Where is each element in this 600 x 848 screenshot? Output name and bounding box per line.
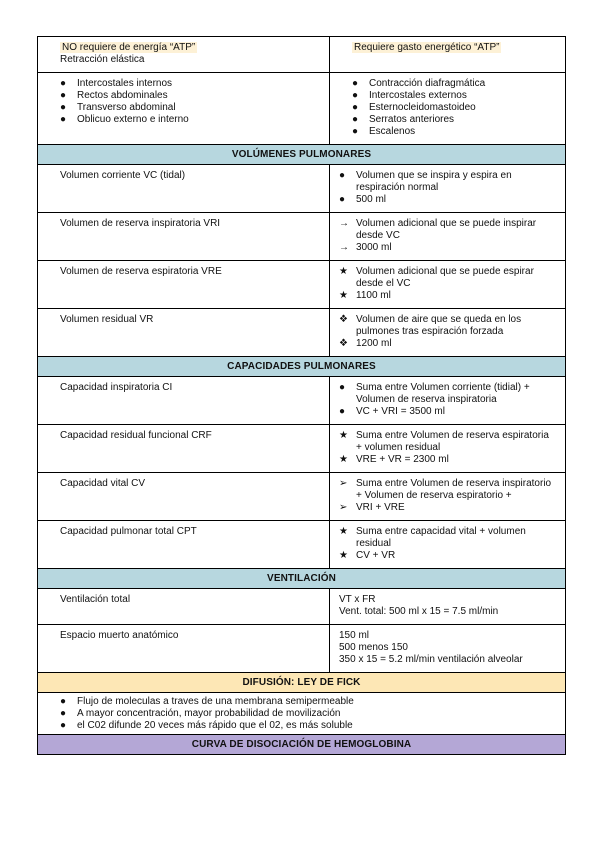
bullet-icon: ●	[60, 114, 67, 125]
diffusion-header: DIFUSIÓN: LEY DE FICK	[38, 673, 566, 693]
capacity-row-list	[339, 382, 557, 418]
list-item	[339, 170, 557, 194]
list-item	[60, 708, 557, 720]
ventilation-line: 500 menos 150	[339, 642, 408, 653]
capacity-row-details	[330, 377, 566, 425]
muscles-row	[38, 73, 566, 145]
list-item-text: Volumen adicional que se puede inspirar desde VC	[356, 218, 537, 241]
volume-row-details	[330, 165, 566, 213]
ventilation-line: 350 x 15 = 5.2 ml/min ventilación alveolar	[339, 654, 523, 665]
inspiration-muscles-cell	[330, 73, 566, 145]
volume-row-list	[339, 170, 557, 206]
list-item-text: Contracción diafragmática	[369, 78, 486, 89]
list-item	[339, 266, 557, 290]
list-item-text: Intercostales internos	[77, 78, 173, 89]
list-item-text: 500 ml	[356, 194, 387, 205]
list-item-text: Volumen que se inspira y espira en respiración normal	[356, 170, 512, 193]
list-item-text: Volumen de aire que se queda en los pulmones tras espiración forzada	[356, 314, 522, 337]
list-item	[339, 406, 557, 418]
bullet-icon: ★	[339, 526, 348, 537]
ventilation-row	[38, 589, 566, 625]
volume-row-label: Volumen residual VR	[38, 309, 330, 357]
hemoglobin-header: CURVA DE DISOCIACIÓN DE HEMOGLOBINA	[38, 735, 566, 755]
bullet-icon: ★	[339, 454, 348, 465]
atp-required-highlight: Requiere gasto energético “ATP”	[354, 42, 500, 53]
capacity-row-details	[330, 425, 566, 473]
bullet-icon: →	[339, 218, 349, 229]
list-item-text: Serratos anteriores	[369, 114, 455, 125]
volume-row-label: Volumen corriente VC (tidal)	[38, 165, 330, 213]
list-item-text: A mayor concentración, mayor probabilidad de movilización	[77, 708, 341, 719]
volume-row-details	[330, 261, 566, 309]
capacity-row-list	[339, 430, 557, 466]
bullet-icon: ●	[60, 90, 67, 101]
list-item	[339, 338, 557, 350]
volume-row	[38, 261, 566, 309]
list-item	[352, 78, 557, 90]
ventilation-header: VENTILACIÓN	[38, 569, 566, 589]
diffusion-list	[60, 696, 557, 732]
bullet-icon: ●	[352, 102, 359, 113]
bullet-icon: ●	[339, 194, 346, 205]
bullet-icon: ❖	[339, 338, 348, 349]
bullet-icon: ●	[339, 406, 346, 417]
list-item	[339, 502, 557, 514]
list-item-text: Suma entre Volumen de reserva espiratoria + volumen residual	[356, 430, 549, 453]
volume-row-details	[330, 213, 566, 261]
list-item-text: Oblicuo externo e interno	[77, 114, 189, 125]
bullet-icon: ●	[60, 78, 67, 89]
list-item	[339, 290, 557, 302]
list-item-text: Esternocleidomastoideo	[369, 102, 476, 113]
list-item-text: VRE + VR = 2300 ml	[356, 454, 449, 465]
capacity-row-label: Capacidad residual funcional CRF	[38, 425, 330, 473]
list-item	[60, 78, 321, 90]
list-item	[352, 90, 557, 102]
list-item	[60, 696, 557, 708]
capacity-row-label: Capacidad vital CV	[38, 473, 330, 521]
inspiration-muscles-list	[352, 78, 557, 138]
bullet-icon: ★	[339, 266, 348, 277]
volume-row	[38, 309, 566, 357]
bullet-icon: ●	[60, 720, 67, 731]
list-item	[339, 194, 557, 206]
ventilation-header-row	[38, 569, 566, 589]
expiration-muscles-list	[60, 78, 321, 126]
no-atp-highlight: NO requiere de energía “ATP”	[62, 42, 196, 53]
list-item-text: VC + VRI = 3500 ml	[356, 406, 445, 417]
ventilation-details	[330, 625, 566, 673]
bullet-icon: ❖	[339, 314, 348, 325]
list-item-text: 1100 ml	[356, 290, 391, 301]
volume-row	[38, 213, 566, 261]
bullet-icon: ●	[352, 114, 359, 125]
ventilation-label: Espacio muerto anatómico	[38, 625, 330, 673]
capacity-row-details	[330, 521, 566, 569]
volumes-header-row	[38, 145, 566, 165]
list-item	[339, 454, 557, 466]
list-item-text: el C02 difunde 20 veces más rápido que el 02, es más soluble	[77, 720, 353, 731]
ventilation-line: VT x FR	[339, 594, 376, 605]
diffusion-cell	[38, 693, 566, 735]
volume-row-details	[330, 309, 566, 357]
list-item-text: 1200 ml	[356, 338, 392, 349]
bullet-icon: ➢	[339, 502, 348, 513]
list-item	[339, 218, 557, 242]
volumes-header: VOLÚMENES PULMONARES	[38, 145, 566, 165]
expiration-muscles-cell	[38, 73, 330, 145]
bullet-icon: ●	[60, 102, 67, 113]
list-item	[352, 102, 557, 114]
capacity-row	[38, 425, 566, 473]
list-item	[60, 114, 321, 126]
ventilation-label: Ventilación total	[38, 589, 330, 625]
volume-row-list	[339, 314, 557, 350]
ventilation-line: Vent. total: 500 ml x 15 = 7.5 ml/min	[339, 606, 499, 617]
list-item-text: Intercostales externos	[369, 90, 467, 101]
list-item	[60, 102, 321, 114]
capacity-row-label: Capacidad inspiratoria CI	[38, 377, 330, 425]
list-item-text: CV + VR	[356, 550, 396, 561]
list-item-text: Escalenos	[369, 126, 416, 137]
list-item-text: Volumen adicional que se puede espirar desde el VC	[356, 266, 534, 289]
bullet-icon: ●	[352, 78, 359, 89]
atp-left-cell	[38, 37, 330, 73]
list-item	[339, 382, 557, 406]
bullet-icon: ●	[352, 90, 359, 101]
capacity-row-details	[330, 473, 566, 521]
ventilation-row	[38, 625, 566, 673]
volume-row-list	[339, 218, 557, 254]
bullet-icon: ●	[339, 382, 346, 393]
diffusion-header-row	[38, 673, 566, 693]
list-item	[352, 126, 557, 138]
bullet-icon: ➢	[339, 478, 348, 489]
capacities-header: CAPACIDADES PULMONARES	[38, 357, 566, 377]
ventilation-details	[330, 589, 566, 625]
list-item	[339, 314, 557, 338]
capacity-row-label: Capacidad pulmonar total CPT	[38, 521, 330, 569]
list-item-text: 3000 ml	[356, 242, 392, 253]
list-item-text: Suma entre Volumen de reserva inspiratorio + Volumen de reserva espiratorio +	[356, 478, 552, 501]
list-item	[339, 430, 557, 454]
list-item	[60, 720, 557, 732]
bullet-icon: ★	[339, 550, 348, 561]
capacity-row	[38, 473, 566, 521]
atp-row	[38, 37, 566, 73]
list-item	[60, 90, 321, 102]
list-item	[339, 550, 557, 562]
capacities-header-row	[38, 357, 566, 377]
ventilation-line: 150 ml	[339, 630, 370, 641]
list-item	[339, 242, 557, 254]
volume-row-list	[339, 266, 557, 302]
list-item	[339, 526, 557, 550]
bullet-icon: ★	[339, 290, 348, 301]
hemoglobin-header-row	[38, 735, 566, 755]
capacity-row	[38, 521, 566, 569]
elastic-retraction-text: Retracción elástica	[60, 54, 145, 65]
capacity-row	[38, 377, 566, 425]
capacity-row-list	[339, 526, 557, 562]
bullet-icon: ●	[60, 708, 67, 719]
diffusion-row	[38, 693, 566, 735]
list-item-text: VRI + VRE	[356, 502, 405, 513]
atp-right-cell	[330, 37, 566, 73]
bullet-icon: →	[339, 242, 349, 253]
bullet-icon: ●	[60, 696, 67, 707]
physiology-table	[37, 36, 566, 755]
bullet-icon: ●	[352, 126, 359, 137]
list-item	[352, 114, 557, 126]
capacity-row-list	[339, 478, 557, 514]
list-item-text: Transverso abdominal	[77, 102, 176, 113]
list-item-text: Suma entre Volumen corriente (tidial) + Volumen de reserva inspiratoria	[356, 382, 530, 405]
bullet-icon: ★	[339, 430, 348, 441]
list-item-text: Suma entre capacidad vital + volumen residual	[356, 526, 526, 549]
volume-row-label: Volumen de reserva espiratoria VRE	[38, 261, 330, 309]
volume-row-label: Volumen de reserva inspiratoria VRI	[38, 213, 330, 261]
bullet-icon: ●	[339, 170, 346, 181]
list-item-text: Flujo de moleculas a traves de una membrana semipermeable	[77, 696, 354, 707]
volume-row	[38, 165, 566, 213]
list-item-text: Rectos abdominales	[77, 90, 168, 101]
list-item	[339, 478, 557, 502]
